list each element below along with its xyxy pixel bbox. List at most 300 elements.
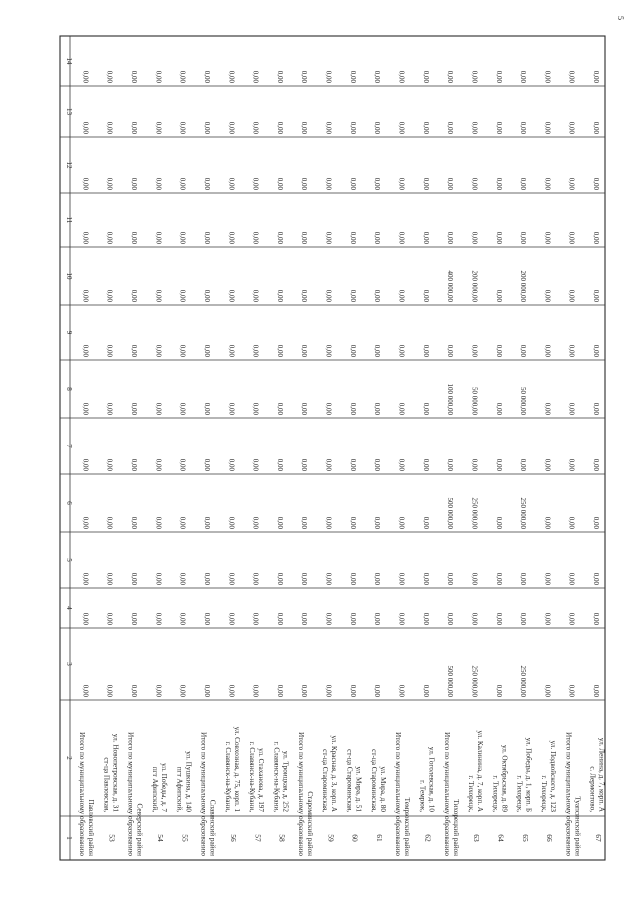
value-cell: 0,00	[130, 572, 139, 585]
value-cell: 0,00	[130, 121, 139, 134]
value-cell: 0,00	[227, 402, 236, 415]
value-cell: 0,00	[494, 344, 503, 357]
value-cell: 0,00	[348, 458, 357, 471]
page-marker: 5	[616, 16, 625, 20]
row-address: Староминский район	[305, 791, 314, 856]
value-cell: 0,00	[421, 121, 430, 134]
row-address: ул. Троицкая, д. 252	[281, 751, 290, 812]
value-cell: 0,00	[519, 231, 528, 244]
value-cell: 0,00	[300, 516, 309, 529]
value-cell: 0,00	[348, 572, 357, 585]
value-cell: 0,00	[421, 289, 430, 302]
value-cell: 0,00	[81, 684, 90, 697]
value-cell: 250 000,00	[519, 497, 528, 529]
table-row	[435, 36, 460, 860]
value-cell: 0,00	[567, 458, 576, 471]
value-cell: 0,00	[251, 121, 260, 134]
value-cell: 0,00	[470, 344, 479, 357]
column-header: 3	[65, 662, 73, 666]
value-cell: 0,00	[324, 177, 333, 190]
value-cell: 0,00	[178, 344, 187, 357]
value-cell: 0,00	[567, 177, 576, 190]
value-cell: 0,00	[81, 572, 90, 585]
row-address: ул. Победы, д. 7	[159, 763, 168, 812]
value-cell: 0,00	[154, 402, 163, 415]
table-row	[508, 36, 533, 860]
column-header: 7	[65, 444, 73, 448]
value-cell: 0,00	[251, 684, 260, 697]
row-address: ул. Стаханова, д. 197	[257, 748, 266, 812]
value-cell: 0,00	[324, 70, 333, 83]
value-cell: 0,00	[373, 684, 382, 697]
row-address: Туапсинский район	[573, 796, 582, 856]
table-row	[216, 36, 241, 860]
value-cell: 0,00	[494, 684, 503, 697]
value-cell: 0,00	[421, 177, 430, 190]
column-header: 13	[65, 108, 73, 115]
value-cell: 0,00	[470, 70, 479, 83]
row-number: 57	[253, 834, 263, 842]
value-cell: 0,00	[130, 458, 139, 471]
value-cell: 0,00	[202, 289, 211, 302]
value-cell: 0,00	[324, 231, 333, 244]
value-cell: 0,00	[446, 121, 455, 134]
value-cell: 0,00	[154, 344, 163, 357]
value-cell: 0,00	[300, 684, 309, 697]
value-cell: 0,00	[567, 121, 576, 134]
value-cell: 0,00	[178, 402, 187, 415]
value-cell: 0,00	[397, 177, 406, 190]
value-cell: 0,00	[154, 231, 163, 244]
value-cell: 0,00	[324, 289, 333, 302]
table-row	[362, 36, 387, 860]
value-cell: 0,00	[154, 572, 163, 585]
row-address: Итого по муниципальному образованию	[394, 732, 403, 856]
value-cell: 0,00	[178, 684, 187, 697]
value-cell: 0,00	[202, 344, 211, 357]
table-row	[313, 36, 338, 860]
value-cell: 0,00	[202, 70, 211, 83]
value-cell: 0,00	[543, 612, 552, 625]
row-address: Итого по муниципальному образованию	[442, 732, 451, 856]
value-cell: 0,00	[81, 344, 90, 357]
value-cell: 0,00	[130, 516, 139, 529]
value-cell: 0,00	[300, 458, 309, 471]
value-cell: 0,00	[421, 344, 430, 357]
value-cell: 0,00	[494, 121, 503, 134]
value-cell: 0,00	[494, 402, 503, 415]
value-cell: 0,00	[421, 612, 430, 625]
row-address: Итого по муниципальному образованию	[199, 732, 208, 856]
value-cell: 0,00	[592, 516, 601, 529]
value-cell: 0,00	[324, 344, 333, 357]
value-cell: 0,00	[470, 121, 479, 134]
value-cell: 0,00	[81, 516, 90, 529]
value-cell: 0,00	[251, 458, 260, 471]
value-cell: 0,00	[567, 684, 576, 697]
value-cell: 0,00	[227, 289, 236, 302]
column-header: 11	[65, 216, 73, 224]
value-cell: 0,00	[154, 289, 163, 302]
value-cell: 0,00	[592, 612, 601, 625]
table-row	[581, 36, 606, 860]
value-cell: 0,00	[592, 231, 601, 244]
value-cell: 0,00	[324, 684, 333, 697]
value-cell: 0,00	[567, 402, 576, 415]
value-cell: 0,00	[275, 177, 284, 190]
row-number: 53	[107, 834, 117, 842]
row-address: ул. Красная, д. 3, корп. А	[330, 735, 339, 812]
value-cell: 0,00	[251, 231, 260, 244]
row-address: г. Тихорецк,	[515, 775, 524, 812]
value-cell: 200 000,00	[519, 270, 528, 302]
value-cell: 0,00	[543, 289, 552, 302]
value-cell: 0,00	[178, 121, 187, 134]
row-address: Славянский район	[208, 799, 217, 856]
table-row	[289, 36, 314, 860]
value-cell: 0,00	[275, 572, 284, 585]
value-cell: 0,00	[543, 231, 552, 244]
column-header: 8	[65, 387, 73, 391]
value-cell: 0,00	[178, 516, 187, 529]
value-cell: 0,00	[397, 458, 406, 471]
table-row	[532, 36, 557, 860]
row-address: ул. Новопетровская, д. 31	[111, 733, 120, 812]
row-address: Темрюкский район	[403, 797, 412, 856]
value-cell: 0,00	[324, 458, 333, 471]
row-address: ул. Мира, д. 80	[378, 766, 387, 812]
value-cell: 0,00	[227, 121, 236, 134]
value-cell: 0,00	[543, 402, 552, 415]
value-cell: 0,00	[519, 121, 528, 134]
value-cell: 0,00	[81, 458, 90, 471]
row-address: ул. Гоголевская, д. 10	[427, 746, 436, 812]
value-cell: 0,00	[202, 572, 211, 585]
row-address: Итого по муниципальному образованию	[296, 732, 305, 856]
value-cell: 0,00	[519, 458, 528, 471]
value-cell: 0,00	[178, 458, 187, 471]
value-cell: 0,00	[105, 121, 114, 134]
value-cell: 0,00	[202, 458, 211, 471]
value-cell: 0,00	[348, 231, 357, 244]
value-cell: 0,00	[543, 177, 552, 190]
value-cell: 0,00	[227, 70, 236, 83]
value-cell: 0,00	[227, 684, 236, 697]
value-cell: 0,00	[130, 70, 139, 83]
column-header: 1	[65, 836, 73, 840]
row-address: ул. Мира, д. 51	[354, 766, 363, 812]
value-cell: 0,00	[130, 612, 139, 625]
value-cell: 0,00	[202, 612, 211, 625]
row-address: Тихорецкий район	[451, 799, 460, 856]
value-cell: 0,00	[105, 231, 114, 244]
row-number: 56	[228, 834, 238, 842]
value-cell: 0,00	[494, 231, 503, 244]
value-cell: 0,00	[178, 231, 187, 244]
value-cell: 0,00	[178, 289, 187, 302]
column-header: 2	[65, 756, 73, 760]
value-cell: 0,00	[519, 344, 528, 357]
table-row	[556, 36, 581, 860]
value-cell: 0,00	[300, 70, 309, 83]
column-header: 6	[65, 501, 73, 505]
row-number: 58	[277, 834, 287, 842]
row-address: г. Славянск-на-Кубани,	[272, 741, 281, 812]
value-cell: 0,00	[178, 612, 187, 625]
value-cell: 0,00	[348, 177, 357, 190]
value-cell: 0,00	[592, 458, 601, 471]
row-number: 63	[472, 834, 482, 842]
value-cell: 0,00	[324, 516, 333, 529]
value-cell: 0,00	[178, 70, 187, 83]
column-header: 5	[65, 558, 73, 562]
value-cell: 0,00	[373, 177, 382, 190]
value-cell: 0,00	[154, 684, 163, 697]
row-address: ст-ца Староминская,	[369, 749, 378, 812]
value-cell: 0,00	[300, 289, 309, 302]
value-cell: 0,00	[275, 458, 284, 471]
value-cell: 0,00	[567, 70, 576, 83]
value-cell: 0,00	[251, 289, 260, 302]
row-address: г. Славянск-на-Кубани,	[223, 741, 232, 812]
value-cell: 0,00	[421, 70, 430, 83]
value-cell: 0,00	[567, 516, 576, 529]
value-cell: 0,00	[275, 289, 284, 302]
value-cell: 0,00	[373, 70, 382, 83]
value-cell: 0,00	[105, 289, 114, 302]
row-address: г. Славянск-на-Кубани,	[248, 741, 257, 812]
column-header: 10	[65, 272, 73, 280]
value-cell: 0,00	[251, 402, 260, 415]
value-cell: 0,00	[105, 612, 114, 625]
row-address: Итого по муниципальному образованию	[564, 732, 573, 856]
value-cell: 0,00	[130, 289, 139, 302]
row-number: 62	[423, 834, 433, 842]
value-cell: 0,00	[202, 516, 211, 529]
value-cell: 0,00	[105, 177, 114, 190]
value-cell: 0,00	[227, 516, 236, 529]
value-cell: 250 000,00	[470, 665, 479, 697]
value-cell: 0,00	[421, 516, 430, 529]
value-cell: 0,00	[348, 612, 357, 625]
value-cell: 200 000,00	[470, 270, 479, 302]
value-cell: 0,00	[397, 231, 406, 244]
value-cell: 0,00	[470, 612, 479, 625]
table-row	[483, 36, 508, 860]
value-cell: 0,00	[300, 612, 309, 625]
value-cell: 0,00	[154, 177, 163, 190]
value-cell: 0,00	[324, 612, 333, 625]
value-cell: 0,00	[275, 684, 284, 697]
value-cell: 0,00	[397, 289, 406, 302]
value-cell: 0,00	[567, 231, 576, 244]
value-cell: 0,00	[397, 612, 406, 625]
row-address: ст-ца Павловская,	[102, 757, 111, 812]
value-cell: 0,00	[397, 70, 406, 83]
value-cell: 0,00	[275, 70, 284, 83]
value-cell: 0,00	[373, 516, 382, 529]
value-cell: 0,00	[592, 289, 601, 302]
value-cell: 0,00	[397, 344, 406, 357]
value-cell: 0,00	[348, 70, 357, 83]
value-cell: 0,00	[446, 177, 455, 190]
value-cell: 0,00	[251, 70, 260, 83]
value-cell: 0,00	[567, 612, 576, 625]
table-row	[265, 36, 290, 860]
value-cell: 0,00	[470, 177, 479, 190]
row-address: г. Темрюк,	[418, 780, 427, 812]
value-cell: 0,00	[81, 70, 90, 83]
value-cell: 0,00	[446, 458, 455, 471]
value-cell: 0,00	[592, 684, 601, 697]
row-address: Павловский район	[87, 799, 95, 856]
value-cell: 0,00	[348, 402, 357, 415]
table-row	[94, 36, 119, 860]
value-cell: 100 000,00	[446, 383, 455, 415]
value-cell: 0,00	[105, 344, 114, 357]
table-row	[240, 36, 265, 860]
value-cell: 0,00	[494, 458, 503, 471]
value-cell: 0,00	[275, 402, 284, 415]
value-cell: 0,00	[373, 458, 382, 471]
row-number: 67	[593, 834, 603, 842]
value-cell: 0,00	[130, 402, 139, 415]
value-cell: 0,00	[275, 231, 284, 244]
value-cell: 0,00	[470, 458, 479, 471]
row-address: ст-ца Староминская,	[321, 749, 330, 812]
value-cell: 0,00	[543, 458, 552, 471]
value-cell: 0,00	[519, 612, 528, 625]
value-cell: 0,00	[227, 458, 236, 471]
value-cell: 0,00	[494, 177, 503, 190]
budget-table	[60, 36, 606, 860]
table-row	[410, 36, 435, 860]
value-cell: 0,00	[494, 70, 503, 83]
row-address: с. Лермонтово,	[588, 766, 597, 812]
value-cell: 0,00	[397, 684, 406, 697]
value-cell: 0,00	[227, 344, 236, 357]
table-row	[459, 36, 484, 860]
row-address: г. Тихорецк,	[467, 775, 476, 812]
value-cell: 0,00	[275, 612, 284, 625]
value-cell: 0,00	[543, 684, 552, 697]
value-cell: 0,00	[397, 572, 406, 585]
row-address: ул. Победы, д. 1, корп. Б	[524, 737, 533, 812]
row-address: г. Тихорецк,	[491, 775, 500, 812]
value-cell: 0,00	[154, 612, 163, 625]
row-address: ул. Калинина, д. 7, корп. А	[476, 730, 485, 812]
value-cell: 0,00	[81, 121, 90, 134]
value-cell: 0,00	[592, 402, 601, 415]
value-cell: 0,00	[202, 684, 211, 697]
value-cell: 0,00	[105, 516, 114, 529]
value-cell: 0,00	[592, 572, 601, 585]
value-cell: 0,00	[421, 458, 430, 471]
value-cell: 0,00	[227, 572, 236, 585]
value-cell: 0,00	[275, 516, 284, 529]
value-cell: 0,00	[202, 402, 211, 415]
value-cell: 0,00	[348, 121, 357, 134]
row-address: г. Тихорецк,	[540, 775, 549, 812]
value-cell: 0,00	[251, 344, 260, 357]
column-header: 12	[65, 161, 73, 169]
value-cell: 0,00	[373, 121, 382, 134]
value-cell: 0,00	[567, 572, 576, 585]
value-cell: 0,00	[81, 231, 90, 244]
value-cell: 0,00	[592, 177, 601, 190]
value-cell: 0,00	[543, 516, 552, 529]
value-cell: 0,00	[105, 684, 114, 697]
row-address: Северский район	[135, 803, 144, 856]
value-cell: 0,00	[227, 177, 236, 190]
row-number: 64	[496, 834, 506, 842]
value-cell: 400 000,00	[446, 270, 455, 302]
table-row	[192, 36, 217, 860]
value-cell: 0,00	[154, 516, 163, 529]
value-cell: 0,00	[130, 177, 139, 190]
value-cell: 0,00	[446, 344, 455, 357]
row-address: ул. Октябрьская, д. 89	[500, 744, 509, 812]
value-cell: 0,00	[494, 289, 503, 302]
value-cell: 0,00	[154, 121, 163, 134]
value-cell: 0,00	[421, 402, 430, 415]
value-cell: 0,00	[592, 70, 601, 83]
value-cell: 0,00	[105, 572, 114, 585]
row-number: 60	[350, 834, 360, 842]
value-cell: 0,00	[494, 572, 503, 585]
value-cell: 0,00	[130, 344, 139, 357]
value-cell: 0,00	[227, 231, 236, 244]
value-cell: 0,00	[300, 177, 309, 190]
column-header: 4	[65, 606, 73, 610]
value-cell: 0,00	[373, 344, 382, 357]
value-cell: 0,00	[251, 177, 260, 190]
row-address: ст-ца Староминская,	[345, 749, 354, 812]
row-number: 59	[326, 834, 336, 842]
column-header: 9	[65, 330, 73, 335]
value-cell: 250 000,00	[519, 665, 528, 697]
value-cell: 0,00	[227, 612, 236, 625]
value-cell: 0,00	[300, 572, 309, 585]
value-cell: 0,00	[543, 572, 552, 585]
row-number: 65	[520, 834, 530, 842]
value-cell: 0,00	[105, 458, 114, 471]
value-cell: 0,00	[81, 612, 90, 625]
value-cell: 0,00	[373, 231, 382, 244]
table-row	[78, 71, 95, 857]
row-address: ул. Ленина, д. 7, корп. А	[597, 737, 606, 812]
value-cell: 0,00	[397, 121, 406, 134]
value-cell: 0,00	[494, 612, 503, 625]
value-cell: 0,00	[202, 177, 211, 190]
row-number: 66	[545, 834, 555, 842]
value-cell: 0,00	[324, 572, 333, 585]
table-row	[338, 36, 363, 860]
value-cell: 0,00	[397, 402, 406, 415]
value-cell: 0,00	[446, 572, 455, 585]
value-cell: 0,00	[324, 402, 333, 415]
value-cell: 0,00	[81, 289, 90, 302]
value-cell: 0,00	[300, 344, 309, 357]
value-cell: 0,00	[178, 177, 187, 190]
value-cell: 0,00	[348, 684, 357, 697]
row-address: пгт Афипский,	[150, 766, 159, 812]
row-number: 54	[156, 834, 166, 842]
row-address: пгт Афипский,	[175, 766, 184, 812]
value-cell: 50 000,00	[470, 387, 479, 415]
value-cell: 0,00	[494, 516, 503, 529]
value-cell: 0,00	[81, 177, 90, 190]
